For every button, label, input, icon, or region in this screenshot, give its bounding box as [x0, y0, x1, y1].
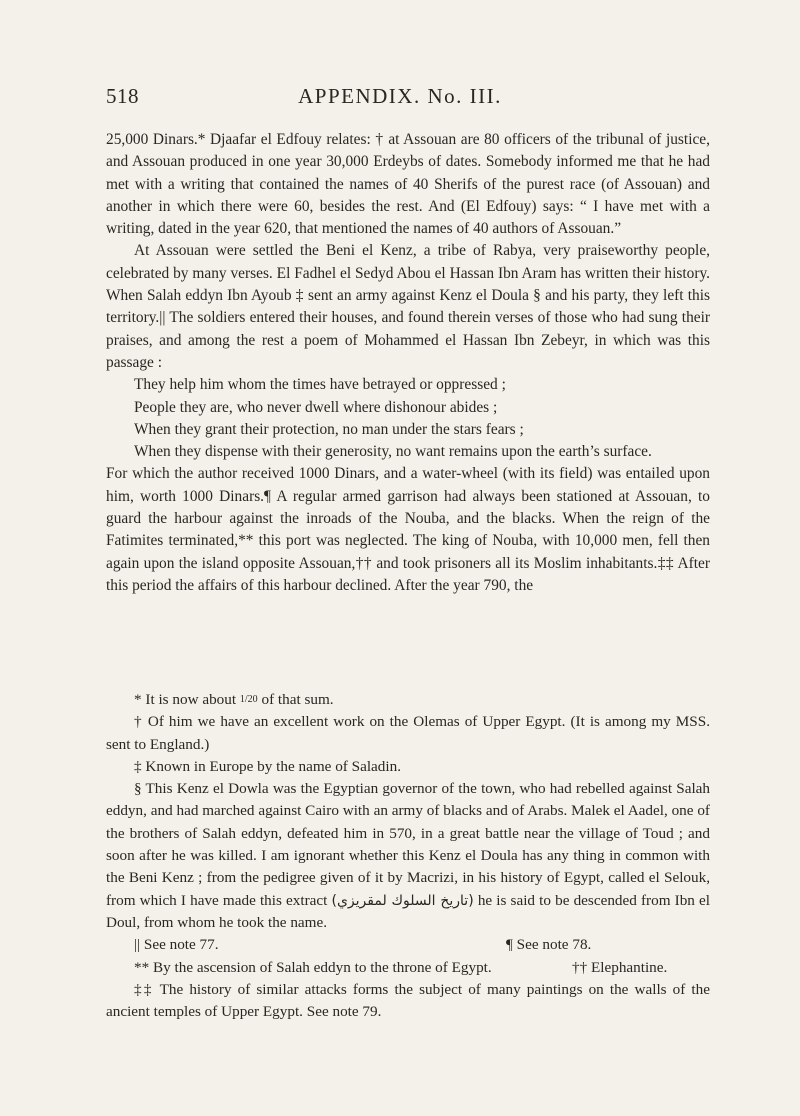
main-text — [106, 129, 710, 597]
footnote-1-fraction: 1/20 — [239, 694, 258, 705]
footnote-row — [106, 957, 710, 979]
footnotes — [106, 689, 710, 1023]
footnote-7: ** By the ascension of Salah eddyn to the throne of Egypt. — [134, 958, 492, 976]
footnote-1-text-end: of that sum. — [257, 691, 334, 708]
running-head: APPENDIX. No. III. — [298, 84, 502, 108]
footnote-1 — [106, 689, 710, 711]
poem-quote — [134, 374, 710, 463]
poem-line: People they are, who never dwell where dishonour abides ; — [134, 398, 498, 416]
paragraph-3: For which the author received 1000 Dinars, and a water-wheel (with its field) was entailed upon him, worth 1000 Dinars.¶ A regular armed garrison had always been stationed at Assouan, to guard the harbour against the inroads of the Nouba, and the blacks. When the reign of the Fatimites terminated,** this port was neglected. The king of Nouba, with 10,000 men, fell then again upon the island opposite Assouan,†† and took prisoners all its Moslim inhabitants.‡‡ After this period the affairs of this harbour declined. After the year 790, the — [106, 465, 710, 594]
paragraph-1: 25,000 Dinars.* Djaafar el Edfouy relates: † at Assouan are 80 officers of the tribunal of justice, and Assouan produced in one year 30,000 Erdeybs of dates. Somebody informed me that he had met with a writing that contained the names of 40 Sherifs of the purest race (of Assouan) and another in which there were 60, besides the rest. And (El Edfouy) says: “ I have met with a writing, dated in the year 620, that mentioned the names of 40 authors of Assouan.” — [106, 131, 710, 238]
footnote-4-text-end: he is said to be descended from Ibn el Doul, from whom he took the name. — [106, 891, 710, 931]
footnote-3: ‡ Known in Europe by the name of Saladin. — [134, 757, 401, 775]
page-number: 518 — [106, 84, 139, 108]
footnote-1-text: * It is now about — [134, 691, 240, 708]
poem-line: When they grant their protection, no man under the stars fears ; — [134, 420, 524, 438]
footnote-4-text: § This Kenz el Dowla was the Egyptian governor of the town, who had rebelled against Salah eddyn, and had marched against Cairo with an army of blacks and of Arabs. Malek el Aadel, one of the brothers of Salah eddyn, defeated him in 570, in a great battle near the village of Toud ; and soon after he was killed. I am ignorant whether this Kenz el Doula has any thing in common with the Beni Kenz ; from the pedigree given of it by Macrizi, in his history of Egypt, called el Selouk, from which I have made this extract — [106, 780, 710, 909]
footnote-row — [106, 934, 710, 956]
footnote-2: † Of him we have an excellent work on the Olemas of Upper Egypt. (It is among my MSS. sent to England.) — [106, 713, 710, 753]
page-header — [0, 84, 800, 114]
poem-line: They help him whom the times have betrayed or oppressed ; — [134, 376, 506, 394]
footnote-8: †† Elephantine. — [572, 958, 668, 976]
paragraph-2: At Assouan were settled the Beni el Kenz, a tribe of Rabya, very praiseworthy people, celebrated by many verses. El Fadhel el Sedyd Abou el Hassan Ibn Aram has written their history. When Salah eddyn Ibn Ayoub ‡ sent an army against Kenz el Doula § and his party, they left this territory.|| The soldiers entered their houses, and found therein verses of those who had sung their praises, and among the rest a poem of Mohammed el Hassan Ibn Zebeyr, in which was this passage : — [106, 242, 710, 371]
footnote-5: || See note 77. — [134, 936, 219, 954]
arabic-title: (تاريخ السلوك لمقريزي) — [331, 892, 474, 909]
footnote-6: ¶ See note 78. — [506, 936, 592, 954]
footnote-9: ‡‡ The history of similar attacks forms the subject of many paintings on the walls of the ancient temples of Upper Egypt. See note 79. — [106, 980, 710, 1021]
footnote-4 — [106, 778, 710, 934]
poem-line: When they dispense with their generosity, no want remains upon the earth’s surface. — [134, 443, 652, 461]
